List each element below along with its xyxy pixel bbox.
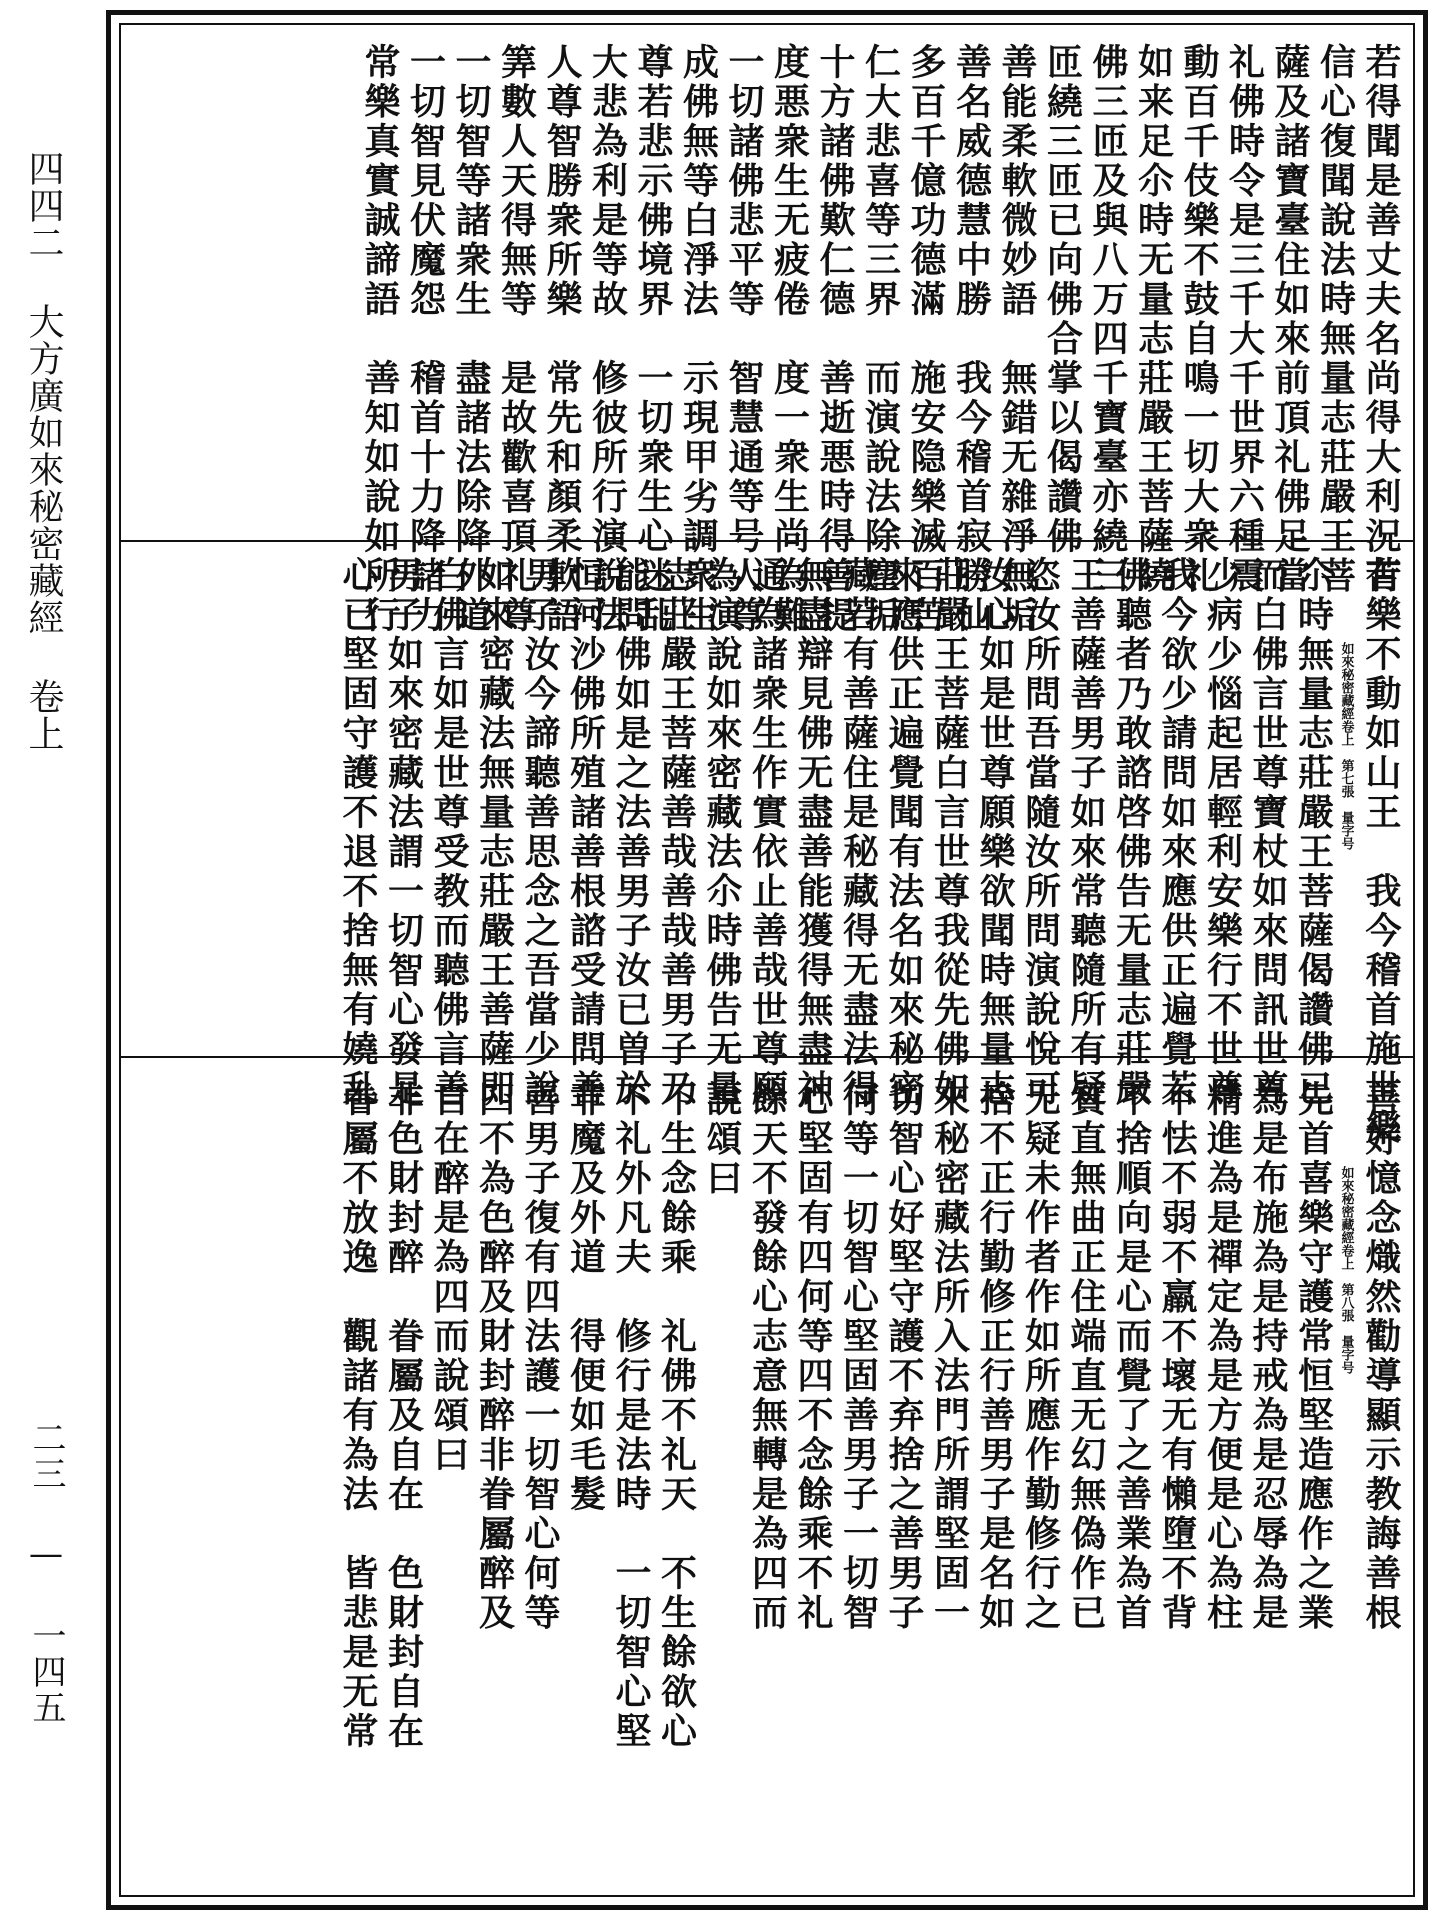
side-title: 四四二 大方廣如來秘密藏經 卷上 [23,150,64,752]
text-column: 尊若悲示佛境界 一切衆生心迷乱 [632,43,674,636]
text-column: 來秘密藏法所入法門所謂堅固一 [928,1080,971,1633]
page-frame-inner [119,23,1415,1897]
text-column: 無盡辯見佛无盡善能獲得無盡神 [792,556,834,1109]
text-column: 不怯不弱不羸不壞无有懶墮不背 [1156,1080,1198,1633]
text-column: 而白佛言世尊寶杖如來問訊世尊 [1247,556,1289,1109]
text-column: 佛聽者乃敢諮啓佛告无量志莊嚴 [1110,556,1153,1109]
text-column: 度悪衆生无疲倦 度一衆生尚為難 [768,43,811,636]
page-frame [106,10,1428,1910]
text-column: 匝繞三匝已向佛合掌以偈讚佛 [1041,43,1084,557]
text-column: 不捨順向是心而覺了之善業為首 [1110,1080,1153,1633]
text-column: 人尊智勝衆所樂 常先和顏柔軟語 [541,43,583,636]
text-column: 尒時無量志莊嚴王菩薩偈讚佛已 [1292,556,1335,1109]
text-column: 成佛無等白淨法 示現甲劣調衆生 [677,43,720,636]
text-column: 善男子復有四法護一切智心何等 [519,1080,561,1633]
text-column: 心已堅固守護不退不捨無有嬈乱 [337,556,379,1109]
text-column: 一切智等諸衆生 盡諸法除降外道 [450,43,492,636]
text-column: 莊嚴王菩薩白言世尊我從先佛如 [928,556,971,1109]
text-column: 為演說如來密藏法尒時佛告无量 [701,556,743,1109]
panel-bottom [121,1058,1413,1893]
text-column: 善能柔軟微妙語 無錯无雜淨無垢 [996,43,1038,636]
text-column: 善名威德慧中勝 我今稽首寂勝仙 [950,43,993,636]
text-column: 如來密藏法無量志莊嚴王善薩即 [473,556,516,1109]
text-column: 先首喜樂守護常恒堅造應作之業 [1292,1080,1335,1633]
panel-top [121,25,1413,636]
text-column: 能問佛如是之法善男子汝已曽於 [610,556,652,1109]
text-column: 一切智見伏魔怨 稽首十力降諸力 [404,43,447,636]
text-column: 少病少惱起居輕利安樂行不世尊 [1201,556,1244,1109]
text-column: 男子如來密藏法謂一切智心發是 [382,556,425,1109]
text-column: 眷屬不放逸 觀諸有為法 皆悲是无常 [337,1080,379,1752]
text-column: 汝心如是世尊願樂欲聞時無量志 [974,556,1016,1109]
text-column: 佛三匝及與八万四千寶臺亦繞三 [1087,43,1129,596]
text-column: 苦樂不動如山王 我今稽首施世樂 [1360,556,1402,1149]
text-column: 不生念餘乘 礼佛不礼天 不生餘欲心 [655,1080,698,1752]
text-column: 捨不正行勤修正行善男子是名如 [974,1080,1016,1633]
text-column: 不礼外凡夫 修行是法時 一切智心堅 [610,1080,652,1752]
text-column: 精進為是禪定為是方便是心為柱 [1201,1080,1244,1633]
text-column: 我今欲少請問如來應供正遍覺若 [1156,556,1198,1109]
text-column: 通為諸衆生作實依止善哉世尊願 [746,556,789,1109]
text-column: 筭數人天得無等 是故歡喜頂礼尊 [495,43,538,636]
text-column: 白佛言如是世尊受教而聽佛言善 [428,556,470,1109]
text-column: 說頌曰 [701,1080,743,1199]
text-column: 若得聞是善丈夫名尚得大利況有 [1360,43,1402,596]
text-column: 如来足尒時无量志莊嚴王菩薩繞 [1132,43,1175,596]
text-column: 信心復聞說法時無量志莊嚴王菩 [1314,43,1357,596]
text-column: 心堅固有四何等四不念餘乘不礼 [792,1080,834,1633]
text-column: 善好憶念熾然勸導顯示教誨善根 [1360,1080,1402,1633]
margin-label: 如來秘密藏經卷上 第八張 量字号 [1338,1166,1354,1374]
text-column: 恒河沙佛所殖諸善根諮受請問善 [564,556,607,1109]
text-column: 四不為色醉及財封醉非眷屬醉及 [473,1080,516,1633]
text-column: 恣汝所問吾當隨汝所問演說悅可 [1019,556,1062,1109]
text-column: 非魔及外道 得便如毛髮 [564,1080,607,1515]
text-column: 男子汝今諦聽善思念之吾當少說 [519,556,561,1109]
text-column: 非色財封醉 眷屬及自在 色財封自在 [382,1080,425,1752]
text-column: 仁大悲喜等三界 而演說法除塵垢 [859,43,902,636]
text-column: 自在醉是為四而說頌曰 [428,1080,470,1475]
text-column: 餘天不發餘心志意無轉是為四而 [746,1080,789,1633]
text-column: 王善薩善男子如來常聽隨所有疑 [1065,556,1107,1109]
text-column: 來應供正遍覺聞有法名如來秘密 [883,556,925,1109]
text-column: 何等一切智心堅固善男子一切智 [837,1080,880,1633]
text-column: 質直無曲正住端直无幻無偽作已 [1065,1080,1107,1633]
text-column: 為是布施為是持戒為是忍辱為是 [1247,1080,1289,1633]
margin-label: 如來秘密藏經卷上 第七張 量字号 [1338,642,1354,850]
side-page-numbers: 二三 — 一四五 [26,1420,66,1726]
text-column: 多百千億功德滿 施安隐樂滅百苦 [905,43,947,636]
text-column: 動百千伎樂不鼓自鳴一切大衆礼 [1178,43,1220,596]
text-column: 藏若有善薩住是秘藏得无盡法得 [837,556,880,1109]
text-column: 十方諸佛歎仁德 善逝悪時得善提 [814,43,856,636]
text-column: 常樂真實誠諦語 善知如說如所行 [359,43,401,636]
text-column: 薩及諸寶臺住如來前頂礼佛足當 [1269,43,1311,596]
text-column: 志莊嚴王菩薩善哉善哉善男子乃 [655,556,698,1109]
text-column: 大悲為利是等故 修彼所行演說法 [586,43,629,636]
text-column: 一切諸佛悲平等 智慧通等号人尊 [723,43,765,636]
text-column: 礼佛時令是三千大千世界六種震 [1223,43,1266,596]
text-column: 切智心好堅守護不弃捨之善男子 [883,1080,925,1633]
text-column: 无疑未作者作如所應作勤修行之 [1019,1080,1062,1633]
